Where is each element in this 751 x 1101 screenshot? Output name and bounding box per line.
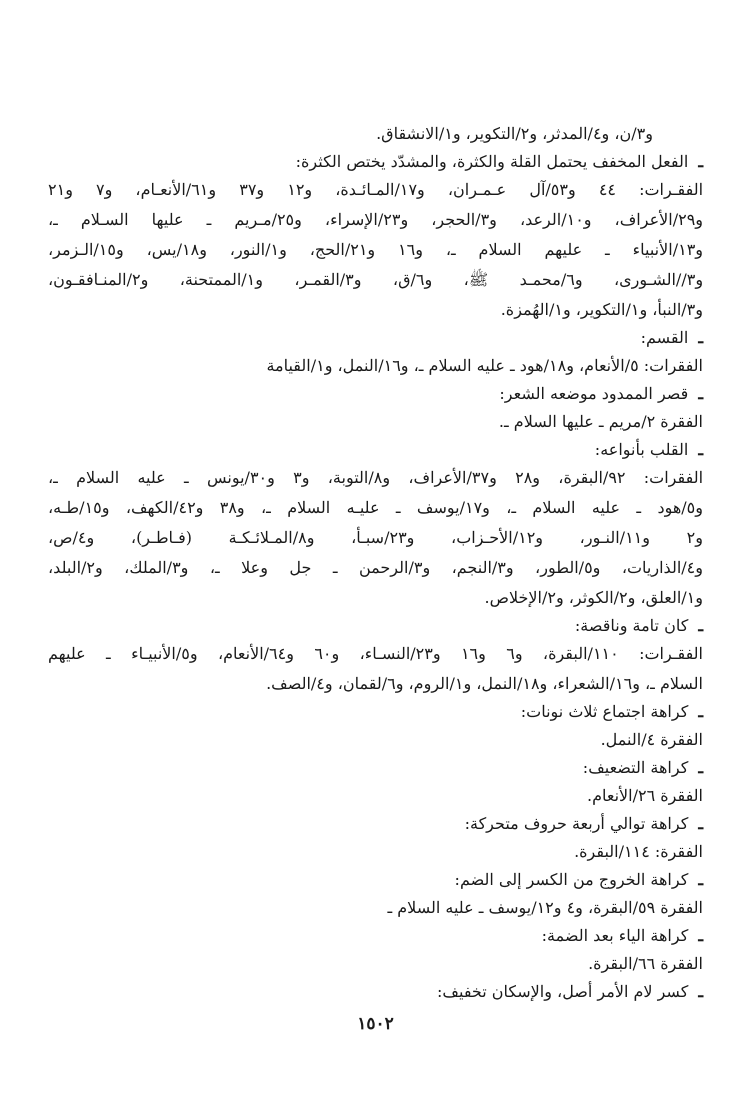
section-title: قصر الممدود موضعه الشعر: <box>499 384 689 403</box>
section-heading <box>48 612 703 640</box>
text-line: و٣/النبأ، و١/التكوير، و١/الهُمزة. <box>500 300 703 319</box>
section-heading <box>48 324 703 352</box>
text-line: الفقرة ٦٦/البقرة. <box>588 954 703 973</box>
text-line: الفقـرات: ٤٤ و٥٣/آل عـمـران، و١٧/المـائـدة، و١٢ و٣٧ و٦١/الأنعـام، و٧ و٢١ <box>48 180 703 199</box>
bullet-dash: ـ <box>698 328 703 347</box>
section-heading <box>48 436 703 464</box>
section-title: الفعل المخفف يحتمل القلة والكثرة، والمشدّد يختص الكثرة: <box>295 152 689 171</box>
section-title: كسر لام الأمر أصل، والإسكان تخفيف: <box>437 982 689 1001</box>
bullet-dash: ـ <box>698 152 703 171</box>
text-line: و٢ و١١/النـور، و١٢/الأحـزاب، و٢٣/سبـأ، و٨/المـلائـكـة (فـاطـر)، و٤/ص، <box>48 528 703 547</box>
text-line: و٥/هود ـ عليه السلام ـ، و١٧/يوسف ـ عليـه السلام ـ، و٣٨ و٤٢/الكهف، و١٥/طـه، <box>48 498 703 517</box>
text-line: و٢٩/الأعراف، و١٠/الرعد، و٣/الحجر، و٢٣/الإسراء، و٢٥/مـريم ـ عليها السـلام ـ، <box>48 210 703 229</box>
text-line: الفقـرات: ١١٠/البقرة، و٦ و١٦ و٢٣/النسـاء، و٦٠ و٦٤/الأنعام، و٥/الأنبيـاء ـ عليهم <box>48 644 703 663</box>
bullet-dash: ـ <box>698 440 703 459</box>
text-line: الفقرة ٢/مريم ـ عليها السلام ـ. <box>498 412 703 431</box>
section-title: كراهة الياء بعد الضمة: <box>541 926 689 945</box>
intro-line: و٣/ن، و٤/المدثر، و٢/التكوير، و١/الانشقاق. <box>376 124 653 143</box>
section-heading <box>48 148 703 176</box>
text-line: السلام ـ، و١٦/الشعراء، و١٨/النمل، و١/الروم، و٦/لقمان، و٤/الصف. <box>266 674 703 693</box>
section-heading <box>48 810 703 838</box>
page-number: ١٥٠٢ <box>357 1014 394 1034</box>
section-title: كراهة التضعيف: <box>582 758 689 777</box>
text-line: الفقرات: ٩٢/البقرة، و٢٨ و٣٧/الأعراف، و٨/التوبة، و٣ و٣٠/يونس ـ عليه السلام ـ، <box>48 468 703 487</box>
bullet-dash: ـ <box>698 870 703 889</box>
section-heading <box>48 978 703 1006</box>
text-line: الفقرات: ٥/الأنعام، و١٨/هود ـ عليه السلام ـ، و١٦/النمل، و١/القيامة <box>266 356 703 375</box>
text-line: و٤/الذاريات، و٥/الطور، و٣/النجم، و٣/الرحمن ـ جل وعلا ـ، و٣/الملك، و٢/البلد، <box>48 558 703 577</box>
bullet-dash: ـ <box>698 926 703 945</box>
section-heading <box>48 754 703 782</box>
section-title: كراهة اجتماع ثلاث نونات: <box>520 702 689 721</box>
text-line: الفقرة ٢٦/الأنعام. <box>587 786 703 805</box>
text-line: و٣//الشـورى، و٦/محمـد ﷺ، و٦/ق، و٣/القمـر، و١/الممتحنة، و٢/المنـافقـون، <box>48 270 703 289</box>
section-title: كان تامة وناقصة: <box>574 616 689 635</box>
text-line: الفقرة: ١١٤/البقرة. <box>574 842 703 861</box>
section-heading <box>48 866 703 894</box>
bullet-dash: ـ <box>698 814 703 833</box>
text-line: الفقرة ٥٩/البقرة، و٤ و١٢/يوسف ـ عليه السلام ـ <box>387 898 703 917</box>
section-heading <box>48 922 703 950</box>
text-line: الفقرة ٤/النمل. <box>600 730 703 749</box>
section-title: كراهة الخروج من الكسر إلى الضم: <box>454 870 689 889</box>
section-title: القسم: <box>640 328 689 347</box>
bullet-dash: ـ <box>698 384 703 403</box>
bullet-dash: ـ <box>698 758 703 777</box>
bullet-dash: ـ <box>698 702 703 721</box>
section-title: كراهة توالي أربعة حروف متحركة: <box>464 814 689 833</box>
section-heading <box>48 380 703 408</box>
bullet-dash: ـ <box>698 616 703 635</box>
bullet-dash: ـ <box>698 982 703 1001</box>
text-line: و١/العلق، و٢/الكوثر، و٢/الإخلاص. <box>484 588 703 607</box>
section-title: القلب بأنواعه: <box>594 440 689 459</box>
text-line: و١٣/الأنبياء ـ عليهم السلام ـ، و١٦ و٢١/الحج، و١/النور، و١٨/يس، و١٥/الـزمر، <box>48 240 703 259</box>
section-heading <box>48 698 703 726</box>
